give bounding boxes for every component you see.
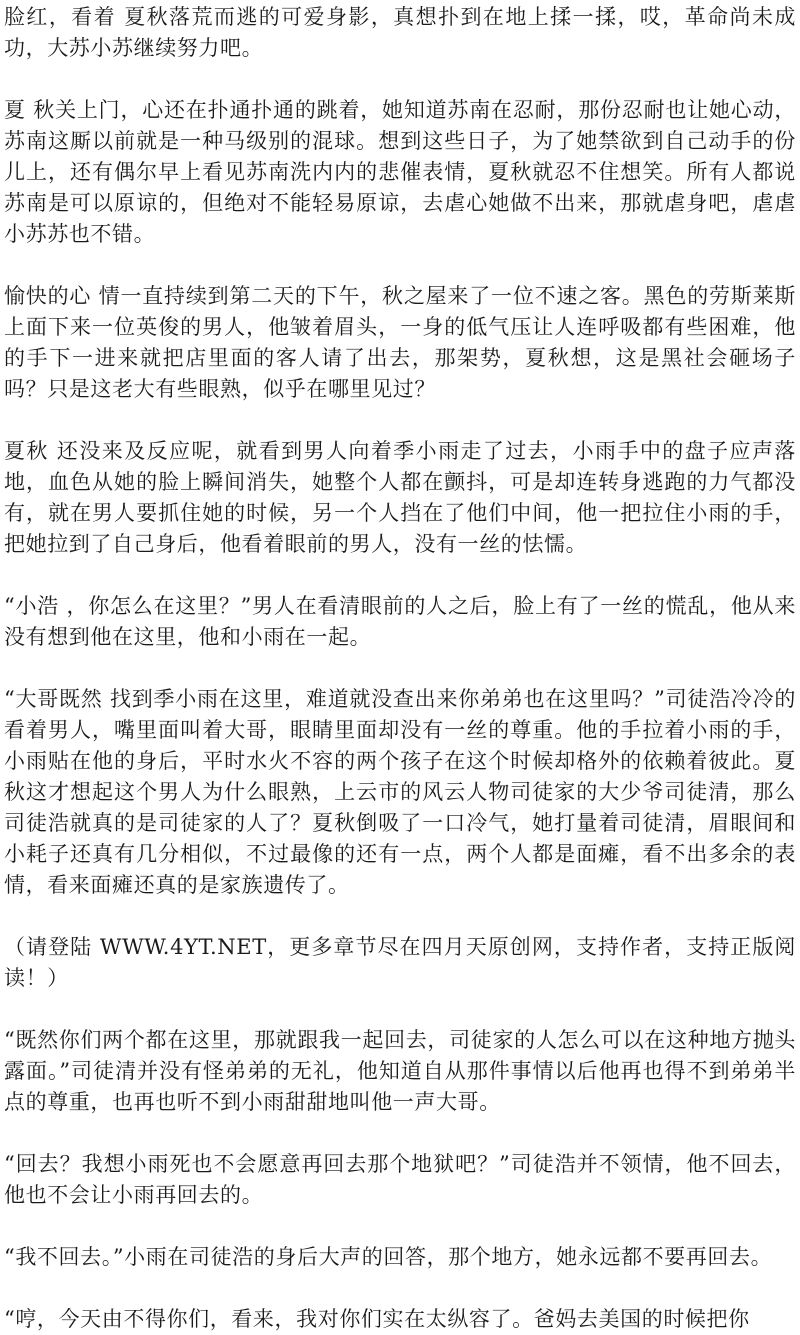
paragraph: 夏秋 还没来及反应呢，就看到男人向着季小雨走了过去，小雨手中的盘子应声落地，血色从她的脸上瞬间消失，她整个人都在颤抖，可是却连转身逃跑的力气都没有，就在男人要抓住她的时候，另一个人挡在了他们中间，他一把拉住小雨的手，把她拉到了自己身后，他看着眼前的男人，没有一丝的怯懦。 (4, 439, 796, 556)
paragraph: “既然你们两个都在这里，那就跟我一起回去，司徒家的人怎么可以在这种地方抛头露面。”司徒清并没有怪弟弟的无礼，他知道自从那件事情以后他再也得不到弟弟半点的尊重，也再也听不到小雨甜甜地叫他一声大哥。 (4, 1028, 796, 1114)
paragraph: “我不回去。”小雨在司徒浩的身后大声的回答，那个地方，她永远都不要再回去。 (4, 1245, 773, 1269)
paragraph: “回去？我想小雨死也不会愿意再回去那个地狱吧？”司徒浩并不领情，他不回去，他也不会让小雨再回去的。 (4, 1152, 796, 1207)
paragraph: （请登陆 WWW.4YT.NET，更多章节尽在四月天原创网，支持作者，支持正版阅读！） (4, 935, 796, 990)
paragraph: “大哥既然 找到季小雨在这里，难道就没查出来你弟弟也在这里吗？”司徒浩冷冷的看着男人，嘴里面叫着大哥，眼睛里面却没有一丝的尊重。他的手拉着小雨的手，小雨贴在他的身后，平时水火不容的两个孩子在这个时候却格外的依赖着彼此。夏秋这才想起这个男人为什么眼熟，上云市的风云人物司徒家的大少爷司徒清，那么司徒浩就真的是司徒家的人了？夏秋倒吸了一口冷气，她打量着司徒清，眉眼间和小耗子还真有几分相似，不过最像的还有一点，两个人都是面瘫，看不出多余的表情，看来面瘫还真的是家族遗传了。 (4, 687, 796, 897)
paragraph: 脸红，看着 夏秋落荒而逃的可爱身影，真想扑到在地上揉一揉，哎，革命尚未成功，大苏小苏继续努力吧。 (4, 5, 796, 60)
paragraph: “小浩 ，你怎么在这里？”男人在看清眼前的人之后，脸上有了一丝的慌乱，他从来没有想到他在这里，他和小雨在一起。 (4, 594, 796, 649)
paragraph: “哼，今天由不得你们，看来，我对你们实在太纵容了。爸妈去美国的时候把你 (4, 1307, 750, 1331)
paragraph: 夏 秋关上门，心还在扑通扑通的跳着，她知道苏南在忍耐，那份忍耐也让她心动，苏南这厮以前就是一种马级别的混球。想到这些日子，为了她禁欲到自己动手的份儿上，还有偶尔早上看见苏南洗内内的悲催表情，夏秋就忍不住想笑。所有人都说苏南是可以原谅的，但绝对不能轻易原谅，去虐心她做不出来，那就虐身吧，虐虐小苏苏也不错。 (4, 98, 796, 246)
paragraph: 愉快的心 情一直持续到第二天的下午，秋之屋来了一位不速之客。黑色的劳斯莱斯上面下来一位英俊的男人，他皱着眉头，一身的低气压让人连呼吸都有些困难，他的手下一进来就把店里面的客人请了出去，那架势，夏秋想，这是黑社会砸场子吗？只是这老大有些眼熟，似乎在哪里见过？ (4, 284, 796, 401)
